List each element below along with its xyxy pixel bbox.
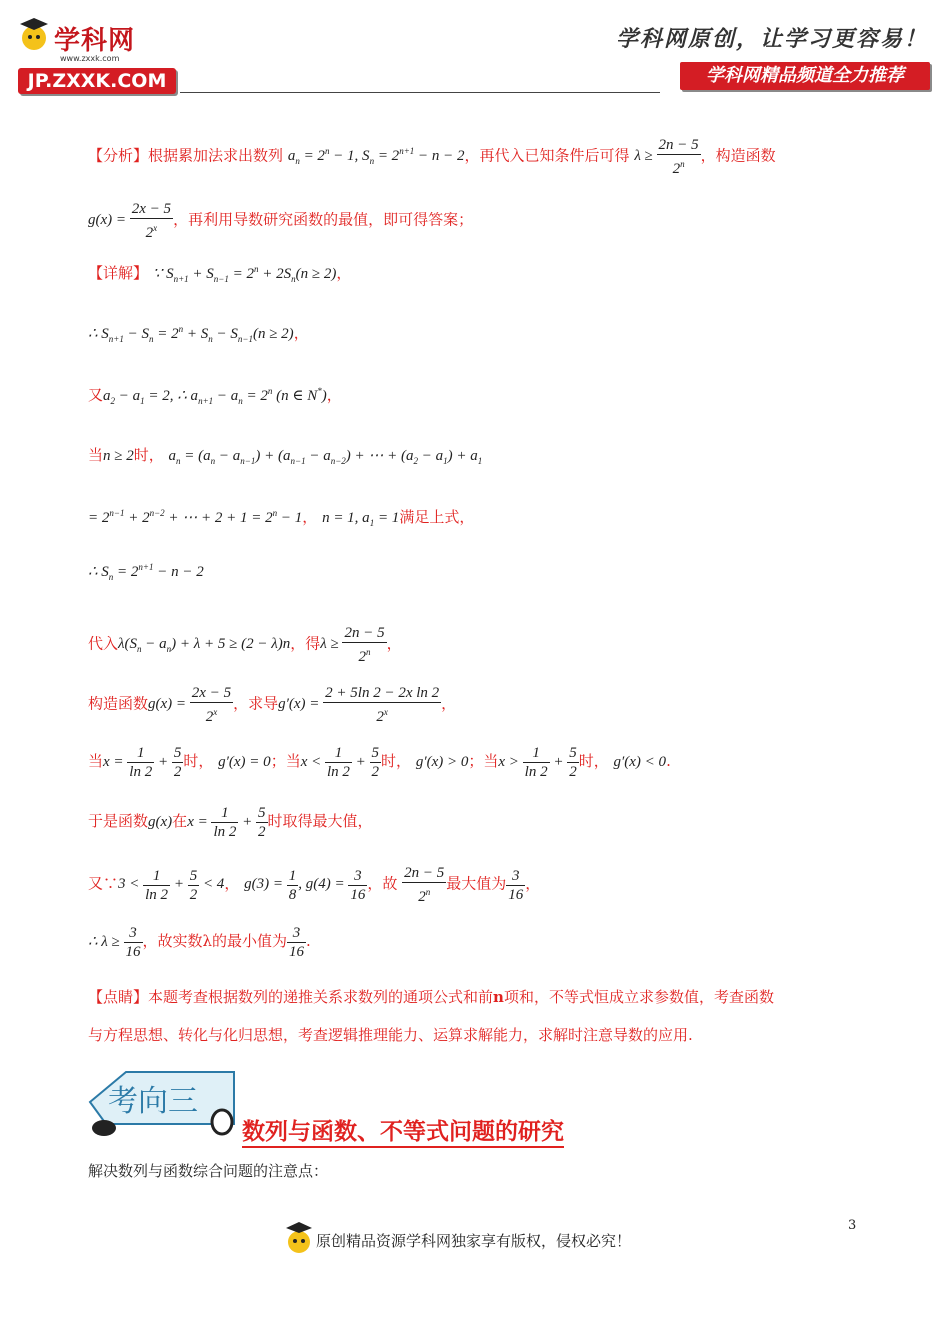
formula-lambda-ge: λ ≥ $\frac{2n - 5}{2^n}$ (320, 625, 385, 665)
analysis-text-4: ，再利用导数研究函数的最值，即可得答案； (173, 210, 474, 229)
analysis-text-2: ，再代入已知条件后可得 (464, 146, 630, 165)
detail-semicolon-dang-2: ；当 (468, 751, 499, 770)
detail-dang: 当 (88, 446, 104, 464)
formula-sum-powers: = $2^{n-1} + 2^{n-2}$ + ⋯ + $2 + 1 = 2^n - 1$ (88, 508, 303, 526)
formula-gprime-zero: g′(x) = 0 (218, 753, 271, 770)
formula-difference: $a_2 - a_1 = 2$, ∴ $a_{n+1} - a_n = 2^n$ (n ∈ N*) (103, 386, 327, 406)
formula-gx-3: g(x) (148, 813, 173, 830)
comment-line-1 (88, 986, 774, 1007)
section-badge-text: 考向三 (108, 1084, 198, 1119)
formula-recurrence: ∵ $S_{n+1} + S_{n-1} = 2^n + 2S_n(n \ge 2)$ (152, 264, 337, 284)
analysis-line-2 (88, 200, 473, 242)
header-slogan: 学科网原创，让学习更容易！ (615, 26, 928, 52)
analysis-line-1 (88, 136, 776, 178)
detail-line-3: 又$a_2 - a_1 = 2$, ∴ $a_{n+1} - a_n = 2^n$ (n ∈ N*)， (88, 386, 342, 406)
comment-line-2: 与方程思想、转化与化归思想，考查逻辑推理能力、运算求解能力，求解时注意导数的应用. (88, 1026, 693, 1044)
header-banner: 学科网精品频道全力推荐 (680, 62, 930, 90)
detail-dang-2: 当 (88, 751, 104, 770)
detail-you2: 又∵ (88, 874, 119, 893)
detail-qiudao: ，求导 (233, 694, 279, 713)
logo-url: www.zxxk.com (60, 54, 120, 63)
detail-label: 【详解】 (88, 264, 149, 282)
formula-x-eq: x = $\frac{1}{\ln 2}$ + $\frac{5}{2}$ (103, 745, 182, 780)
formula-x-gt: x > $\frac{1}{\ln 2}$ + $\frac{5}{2}$ (498, 745, 577, 780)
detail-yushi: 于是函数 (88, 811, 149, 830)
detail-line-8: 构造函数g(x) = $\frac{2x - 5}{2^x}$ ，求导g′(x) = $\frac{\text{2 + 5ln 2 − 2x ln 2}}{2^x}$ ， (88, 685, 457, 725)
comment-text-1b: 项和，不等式恒成立求参数值，考查函数 (503, 988, 774, 1006)
detail-line-1: 【详解】 ∵ $S_{n+1} + S_{n-1} = 2^n + 2S_n(n \ge 2)$， (88, 264, 352, 284)
detail-therefore-text: ，故实数λ的最小值为 (142, 931, 288, 950)
analysis-label: 【分析】 (88, 146, 149, 165)
formula-range: 3 < $\frac{1}{\ln 2}$ + $\frac{5}{2}$ < 4 (118, 867, 225, 903)
section-intro: 解决数列与函数综合问题的注意点： (88, 1162, 329, 1180)
detail-gouzao: 构造函数 (88, 694, 149, 713)
detail-zuida: 最大值为 (446, 874, 507, 893)
formula-min-value: $\frac{3}{16}$ (289, 925, 305, 960)
detail-satisfy: 满足上式， (399, 508, 475, 526)
detail-line-9: 当x = $\frac{1}{\ln 2}$ + $\frac{5}{2}$ 时， g′(x) = 0；当x < $\frac{1}{\ln 2}$ + $\frac{5}{2}$ 时， g′(x) > 0；当x > $\frac{1}{\ln 2}$ + $\frac{5}{2}$ 时， g′(x) < 0. (88, 745, 671, 780)
detail-line-12: ∴ λ ≥ $\frac{3}{16}$ ，故实数λ的最小值为 $\frac{3}{16}$ . (88, 925, 311, 960)
detail-daicru: 代入 (88, 634, 119, 653)
formula-gx-2: g(x) = $\frac{2x - 5}{2^x}$ (148, 685, 232, 725)
logo-site: JP.ZXXK.COM (18, 68, 176, 94)
formula-telescope: $a_n = (a_n - a_{n-1}) + (a_{n-1} - a_{n-2})$ + ⋯ + $(a_2 - a_1) + a_1$ (168, 448, 483, 466)
detail-you: 又 (88, 386, 104, 404)
formula-an-sn: $a_n = 2^n - 1$, $S_n = 2^{n+1} - n - 2$ (287, 146, 465, 167)
footer-mascot-icon (284, 1218, 314, 1256)
footer-copyright: 原创精品资源学科网独家享有版权，侵权必究！ (316, 1232, 632, 1250)
formula-final-lambda: ∴ λ ≥ $\frac{3}{16}$ (88, 925, 141, 960)
comment-text-1: 本题考查根据数列的递推关系求数列的通项公式和前 (148, 988, 494, 1006)
detail-line-5: = $2^{n-1} + 2^{n-2}$ + ⋯ + $2 + 1 = 2^n - 1$， n = 1, $a_1 = 1$满足上式， (88, 508, 475, 528)
formula-g3-g4: g(3) = $\frac{1}{8}$ , g(4) = $\frac{3}{16}$ (244, 867, 366, 903)
formula-gprime-pos: g′(x) > 0 (415, 753, 469, 770)
formula-initial: n = 1, $a_1 = 1$ (322, 510, 400, 528)
formula-gprime-neg: g′(x) < 0 (613, 753, 667, 770)
formula-x-max: x = $\frac{1}{\ln 2}$ + $\frac{5}{2}$ (187, 805, 266, 840)
logo-name: 学科网 (54, 26, 136, 56)
detail-line-4 (88, 444, 482, 466)
formula-substitute: $\lambda(S_n - a_n) + \lambda + 5 \ge (2 - \lambda)n$ (118, 636, 291, 655)
detail-zai: 在 (172, 811, 188, 830)
detail-line-10 (88, 804, 373, 841)
formula-x-lt: x < $\frac{1}{\ln 2}$ + $\frac{5}{2}$ (300, 745, 380, 780)
analysis-text-1: 根据累加法求出数列 (148, 146, 284, 165)
detail-gu: ，故 (367, 874, 398, 893)
mascot-icon (18, 14, 52, 54)
formula-gx: g(x) = $\frac{2x - 5}{2^x}$ (88, 201, 172, 241)
section-title: 数列与函数、不等式问题的研究 (242, 1118, 564, 1148)
detail-shi: 时， (133, 446, 164, 464)
detail-line-6 (88, 562, 204, 582)
detail-qude: 时取得最大值， (267, 811, 373, 830)
formula-sn: ∴ $S_n = 2^{n+1} - n - 2$ (88, 562, 204, 582)
page-number: 3 (848, 1218, 857, 1233)
site-logo (18, 14, 178, 96)
comment-n: n (493, 988, 504, 1006)
formula-n-ge-2: n ≥ 2 (103, 448, 134, 464)
detail-line-11: 又∵3 < $\frac{1}{\ln 2}$ + $\frac{5}{2}$ < 4， g(3) = $\frac{1}{8}$ , g(4) = $\frac{3}{16}$ ，故 $\frac{2n - 5}{2^n}$ 最大值为 $\frac{3}{16}$ ， (88, 865, 541, 905)
formula-lambda-bound: λ ≥ $\frac{2n - 5}{2^n}$ (634, 137, 699, 177)
detail-semicolon-dang: ；当 (270, 751, 301, 770)
formula-max-value: $\frac{3}{16}$ (508, 867, 524, 903)
formula-expr: $\frac{2n - 5}{2^n}$ (404, 865, 445, 905)
detail-de: ，得 (290, 634, 321, 653)
formula-therefore-1: ∴ $S_{n+1} - S_n = 2^n + S_n - S_{n-1}(n \ge 2)$ (88, 324, 294, 344)
header-divider (180, 92, 660, 93)
detail-line-7: 代入$\lambda(S_n - a_n) + \lambda + 5 \ge (2 - \lambda)n$，得λ ≥ $\frac{2n - 5}{2^n}$ ， (88, 625, 402, 665)
formula-derivative: g′(x) = $\frac{\text{2 + 5ln 2 − 2x ln 2}}{2^x}$ (278, 685, 440, 725)
detail-line-2: ∴ $S_{n+1} - S_n = 2^n + S_n - S_{n-1}(n \ge 2)$， (88, 324, 309, 344)
analysis-text-3: ，构造函数 (700, 146, 776, 165)
comment-label: 【点睛】 (88, 988, 149, 1006)
